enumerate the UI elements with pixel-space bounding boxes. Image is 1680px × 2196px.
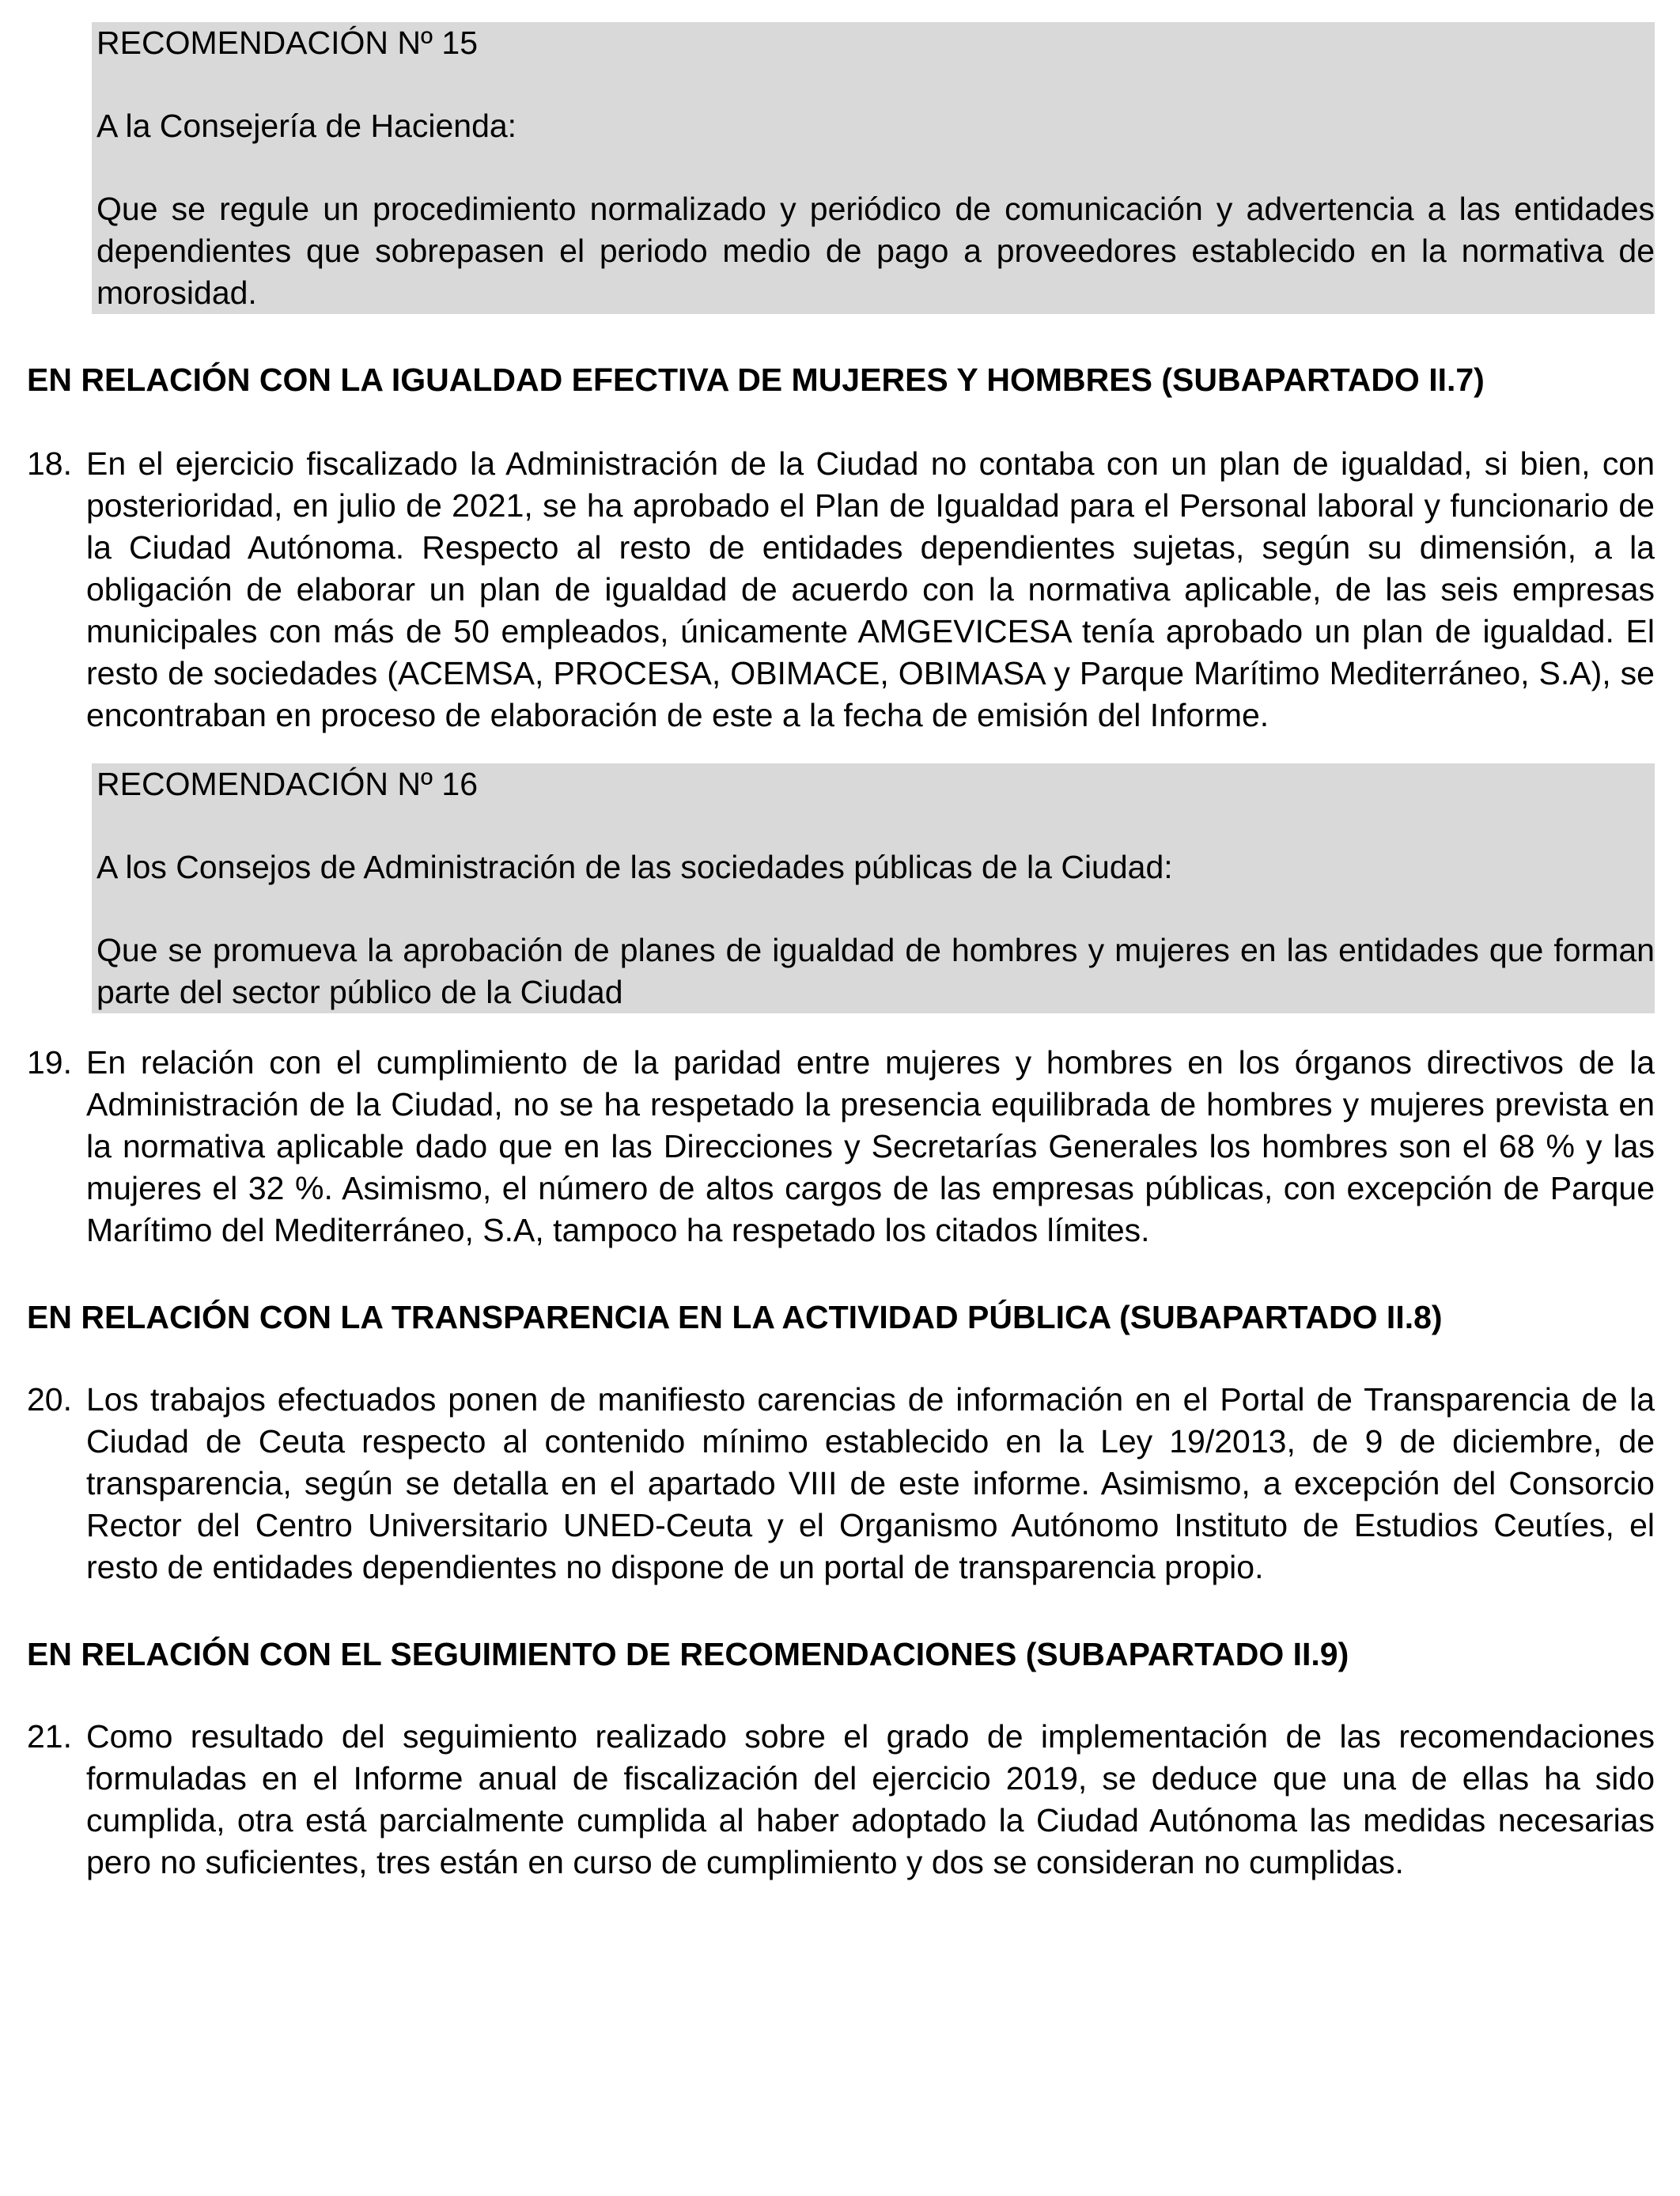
section-heading-igualdad: EN RELACIÓN CON LA IGUALDAD EFECTIVA DE MUJERES Y HOMBRES (SUBAPARTADO II.7) — [27, 362, 1485, 398]
recommendation-box-15 — [92, 22, 1655, 314]
numbered-paragraph-18 — [27, 443, 1655, 736]
recommendation-title: RECOMENDACIÓN Nº 16 — [96, 766, 478, 802]
section-heading-transparencia: EN RELACIÓN CON LA TRANSPARENCIA EN LA ACTIVIDAD PÚBLICA (SUBAPARTADO II.8) — [27, 1299, 1443, 1335]
paragraph-text: En el ejercicio fiscalizado la Administración de la Ciudad no contaba con un plan de igualdad, si bien, con posterioridad, en julio de 2021, se ha aprobado el Plan de Igualdad para el Personal laboral y funcionario de la Ciudad Autónoma. Respecto al resto de entidades dependientes sujetas, según su dimensión, a la obligación de elaborar un plan de igualdad de acuerdo con la normativa aplicable, de las seis empresas municipales con más de 50 empleados, únicamente AMGEVICESA tenía aprobado un plan de igualdad. El resto de sociedades (ACEMSA, PROCESA, OBIMACE, OBIMASA y Parque Marítimo Mediterráneo, S.A), se encontraban en proceso de elaboración de este a la fecha de emisión del Informe. — [86, 445, 1655, 733]
section-heading-seguimiento: EN RELACIÓN CON EL SEGUIMIENTO DE RECOMENDACIONES (SUBAPARTADO II.9) — [27, 1636, 1349, 1672]
numbered-paragraph-20 — [27, 1379, 1655, 1588]
numbered-paragraph-19 — [27, 1042, 1655, 1251]
paragraph-text: En relación con el cumplimiento de la paridad entre mujeres y hombres en los órganos directivos de la Administración de la Ciudad, no se ha respetado la presencia equilibrada de hombres y mujeres prevista en la normativa aplicable dado que en las Direcciones y Secretarías Generales los hombres son el 68 % y las mujeres el 32 %. Asimismo, el número de altos cargos de las empresas públicas, con excepción de Parque Marítimo del Mediterráneo, S.A, tampoco ha respetado los citados límites. — [86, 1044, 1655, 1248]
recommendation-addressee: A la Consejería de Hacienda: — [96, 108, 517, 144]
paragraph-number: 18. — [27, 445, 72, 482]
paragraph-number: 21. — [27, 1718, 72, 1755]
recommendation-box-16 — [92, 763, 1655, 1013]
paragraph-text: Como resultado del seguimiento realizado sobre el grado de implementación de las recomendaciones formuladas en el Informe anual de fiscalización del ejercicio 2019, se deduce que una de ellas ha sido cumplida, otra está parcialmente cumplida al haber adoptado la Ciudad Autónoma las medidas necesarias pero no suficientes, tres están en curso de cumplimiento y dos se consideran no cumplidas. — [86, 1718, 1655, 1880]
recommendation-addressee: A los Consejos de Administración de las sociedades públicas de la Ciudad: — [96, 849, 1173, 885]
numbered-paragraph-21 — [27, 1716, 1655, 1884]
recommendation-title: RECOMENDACIÓN Nº 15 — [96, 25, 478, 61]
document-page — [27, 22, 1655, 1884]
paragraph-number: 20. — [27, 1381, 72, 1418]
recommendation-body: Que se regule un procedimiento normalizado y periódico de comunicación y advertencia a las entidades dependientes que sobrepasen el periodo medio de pago a proveedores establecido en la normativa de morosidad. — [96, 191, 1655, 311]
paragraph-number: 19. — [27, 1044, 72, 1081]
paragraph-text: Los trabajos efectuados ponen de manifiesto carencias de información en el Portal de Transparencia de la Ciudad de Ceuta respecto al contenido mínimo establecido en la Ley 19/2013, de 9 de diciembre, de transparencia, según se detalla en el apartado VIII de este informe. Asimismo, a excepción del Consorcio Rector del Centro Universitario UNED-Ceuta y el Organismo Autónomo Instituto de Estudios Ceutíes, el resto de entidades dependientes no dispone de un portal de transparencia propio. — [86, 1381, 1655, 1585]
recommendation-body: Que se promueva la aprobación de planes de igualdad de hombres y mujeres en las entidades que forman parte del sector público de la Ciudad — [96, 932, 1655, 1010]
